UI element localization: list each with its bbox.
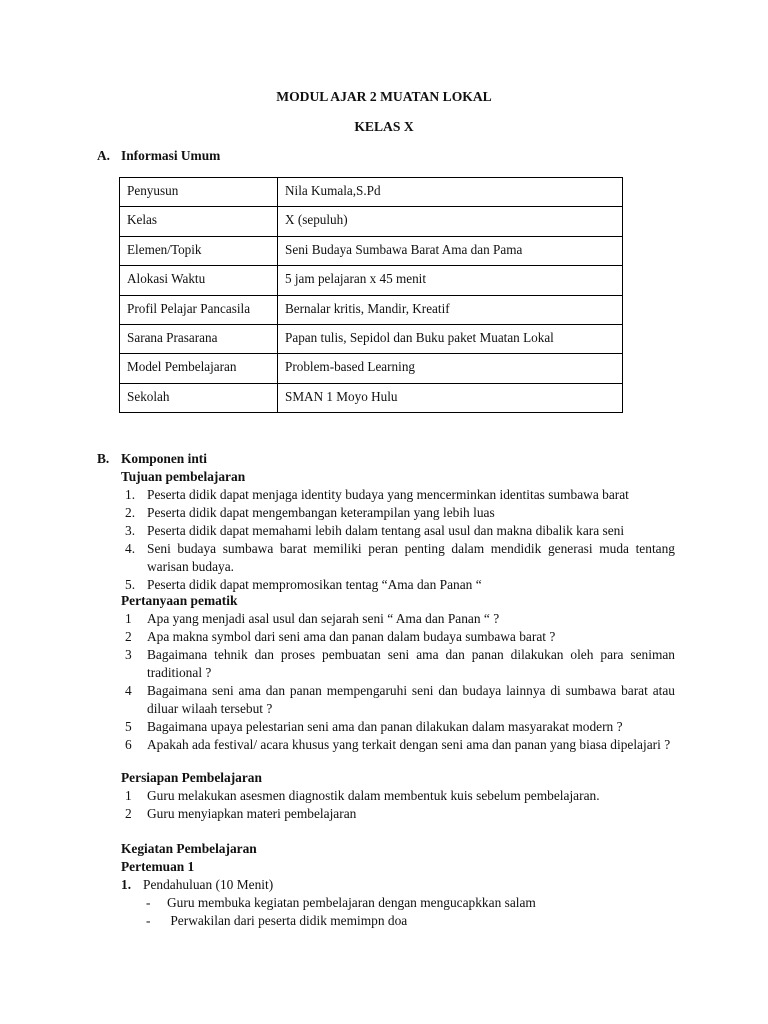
list-item: [121, 646, 675, 682]
list-item: [121, 522, 675, 540]
list-text: Apakah ada festival/ acara khusus yang terkait dengan seni ama dan panan yang biasa dipelajari ?: [147, 737, 671, 752]
table-key: Elemen/Topik: [120, 236, 278, 265]
table-key: Kelas: [120, 207, 278, 236]
section-a-letter: A.: [97, 148, 111, 163]
list-number: 2: [125, 629, 132, 644]
bullet-text: Perwakilan dari peserta didik memimpn doa: [167, 913, 408, 928]
table-value: Problem-based Learning: [278, 354, 623, 383]
table-value: 5 jam pelajaran x 45 menit: [278, 266, 623, 295]
document-title: MODUL AJAR 2 MUATAN LOKAL: [276, 89, 492, 104]
section-b-letter: B.: [97, 451, 110, 466]
list-number: 2.: [125, 505, 136, 520]
table-row: [120, 207, 623, 236]
bullet-dash: -: [146, 913, 151, 928]
list-number: 2: [125, 806, 132, 821]
list-number: 6: [125, 737, 132, 752]
list-text: Seni budaya sumbawa barat memiliki peran penting dalam mendidik generasi muda tentang warisan budaya.: [147, 541, 675, 574]
list-text: Peserta didik dapat memahami lebih dalam tentang asal usul dan makna dibalik kara seni: [147, 523, 625, 538]
table-row: [120, 383, 623, 412]
list-item: [121, 718, 675, 736]
list-number: 1: [125, 611, 132, 626]
table-key: Profil Pelajar Pancasila: [120, 295, 278, 324]
list-number: 4: [125, 683, 132, 698]
table-value: Bernalar kritis, Mandir, Kreatif: [278, 295, 623, 324]
list-text: Peserta didik dapat menjaga identity budaya yang mencerminkan identitas sumbawa barat: [147, 487, 629, 502]
list-number: 1.: [125, 487, 136, 502]
table-row: [120, 266, 623, 295]
list-number: 1: [125, 788, 132, 803]
table-value: SMAN 1 Moyo Hulu: [278, 383, 623, 412]
list-number: 3.: [125, 523, 136, 538]
list-text: Peserta didik dapat mempromosikan tentag “Ama dan Panan “: [147, 577, 482, 592]
list-text: Bagaimana upaya pelestarian seni ama dan panan dilakukan dalam masyarakat modern ?: [147, 719, 623, 734]
list-text: Apa yang menjadi asal usul dan sejarah seni “ Ama dan Panan “ ?: [147, 611, 500, 626]
pertemuan-heading: Pertemuan 1: [121, 859, 195, 874]
tujuan-list: [121, 486, 675, 594]
table-value: Papan tulis, Sepidol dan Buku paket Muatan Lokal: [278, 324, 623, 353]
section-b-heading: Komponen inti: [121, 451, 207, 466]
list-text: Guru melakukan asesmen diagnostik dalam membentuk kuis sebelum pembelajaran.: [147, 788, 600, 803]
list-item: [121, 736, 675, 754]
tujuan-heading: Tujuan pembelajaran: [121, 469, 246, 484]
bullet-text: Guru membuka kegiatan pembelajaran dengan mengucapkkan salam: [167, 895, 536, 910]
persiapan-list: [121, 787, 675, 823]
pertanyaan-heading: Pertanyaan pematik: [121, 593, 238, 608]
step-number: 1.: [121, 877, 132, 892]
table-value: Seni Budaya Sumbawa Barat Ama dan Pama: [278, 236, 623, 265]
pertanyaan-list: [121, 610, 675, 754]
table-key: Penyusun: [120, 178, 278, 207]
table-row: [120, 324, 623, 353]
step-text: Pendahuluan (10 Menit): [143, 877, 274, 892]
table-row: [120, 178, 623, 207]
list-text: Peserta didik dapat mengembangan keterampilan yang lebih luas: [147, 505, 495, 520]
list-number: 3: [125, 647, 132, 662]
list-item: [121, 787, 675, 805]
list-text: Guru menyiapkan materi pembelajaran: [147, 806, 357, 821]
list-item: [121, 486, 675, 504]
list-item: [121, 504, 675, 522]
table-key: Sekolah: [120, 383, 278, 412]
table-value: X (sepuluh): [278, 207, 623, 236]
list-text: Bagaimana seni ama dan panan mempengaruhi seni dan budaya lainnya di sumbawa barat atau diluar wilaah tersebut ?: [147, 683, 675, 716]
persiapan-heading: Persiapan Pembelajaran: [121, 770, 262, 785]
list-item: [121, 628, 675, 646]
table-value: Nila Kumala,S.Pd: [278, 178, 623, 207]
list-item: [121, 540, 675, 576]
list-item: [121, 682, 675, 718]
bullet-dash: -: [146, 895, 151, 910]
list-item: [121, 610, 675, 628]
list-text: Bagaimana tehnik dan proses pembuatan seni ama dan panan dilakukan oleh para seniman traditional ?: [147, 647, 675, 680]
table-key: Alokasi Waktu: [120, 266, 278, 295]
kegiatan-heading: Kegiatan Pembelajaran: [121, 841, 257, 856]
section-a-heading: Informasi Umum: [121, 148, 221, 163]
list-item: [121, 805, 675, 823]
info-table: [119, 177, 623, 413]
document-subtitle: KELAS X: [354, 119, 414, 134]
table-key: Model Pembelajaran: [120, 354, 278, 383]
list-number: 5.: [125, 577, 136, 592]
table-key: Sarana Prasarana: [120, 324, 278, 353]
table-row: [120, 236, 623, 265]
list-text: Apa makna symbol dari seni ama dan panan dalam budaya sumbawa barat ?: [147, 629, 556, 644]
table-row: [120, 295, 623, 324]
table-row: [120, 354, 623, 383]
list-number: 4.: [125, 541, 136, 556]
list-number: 5: [125, 719, 132, 734]
